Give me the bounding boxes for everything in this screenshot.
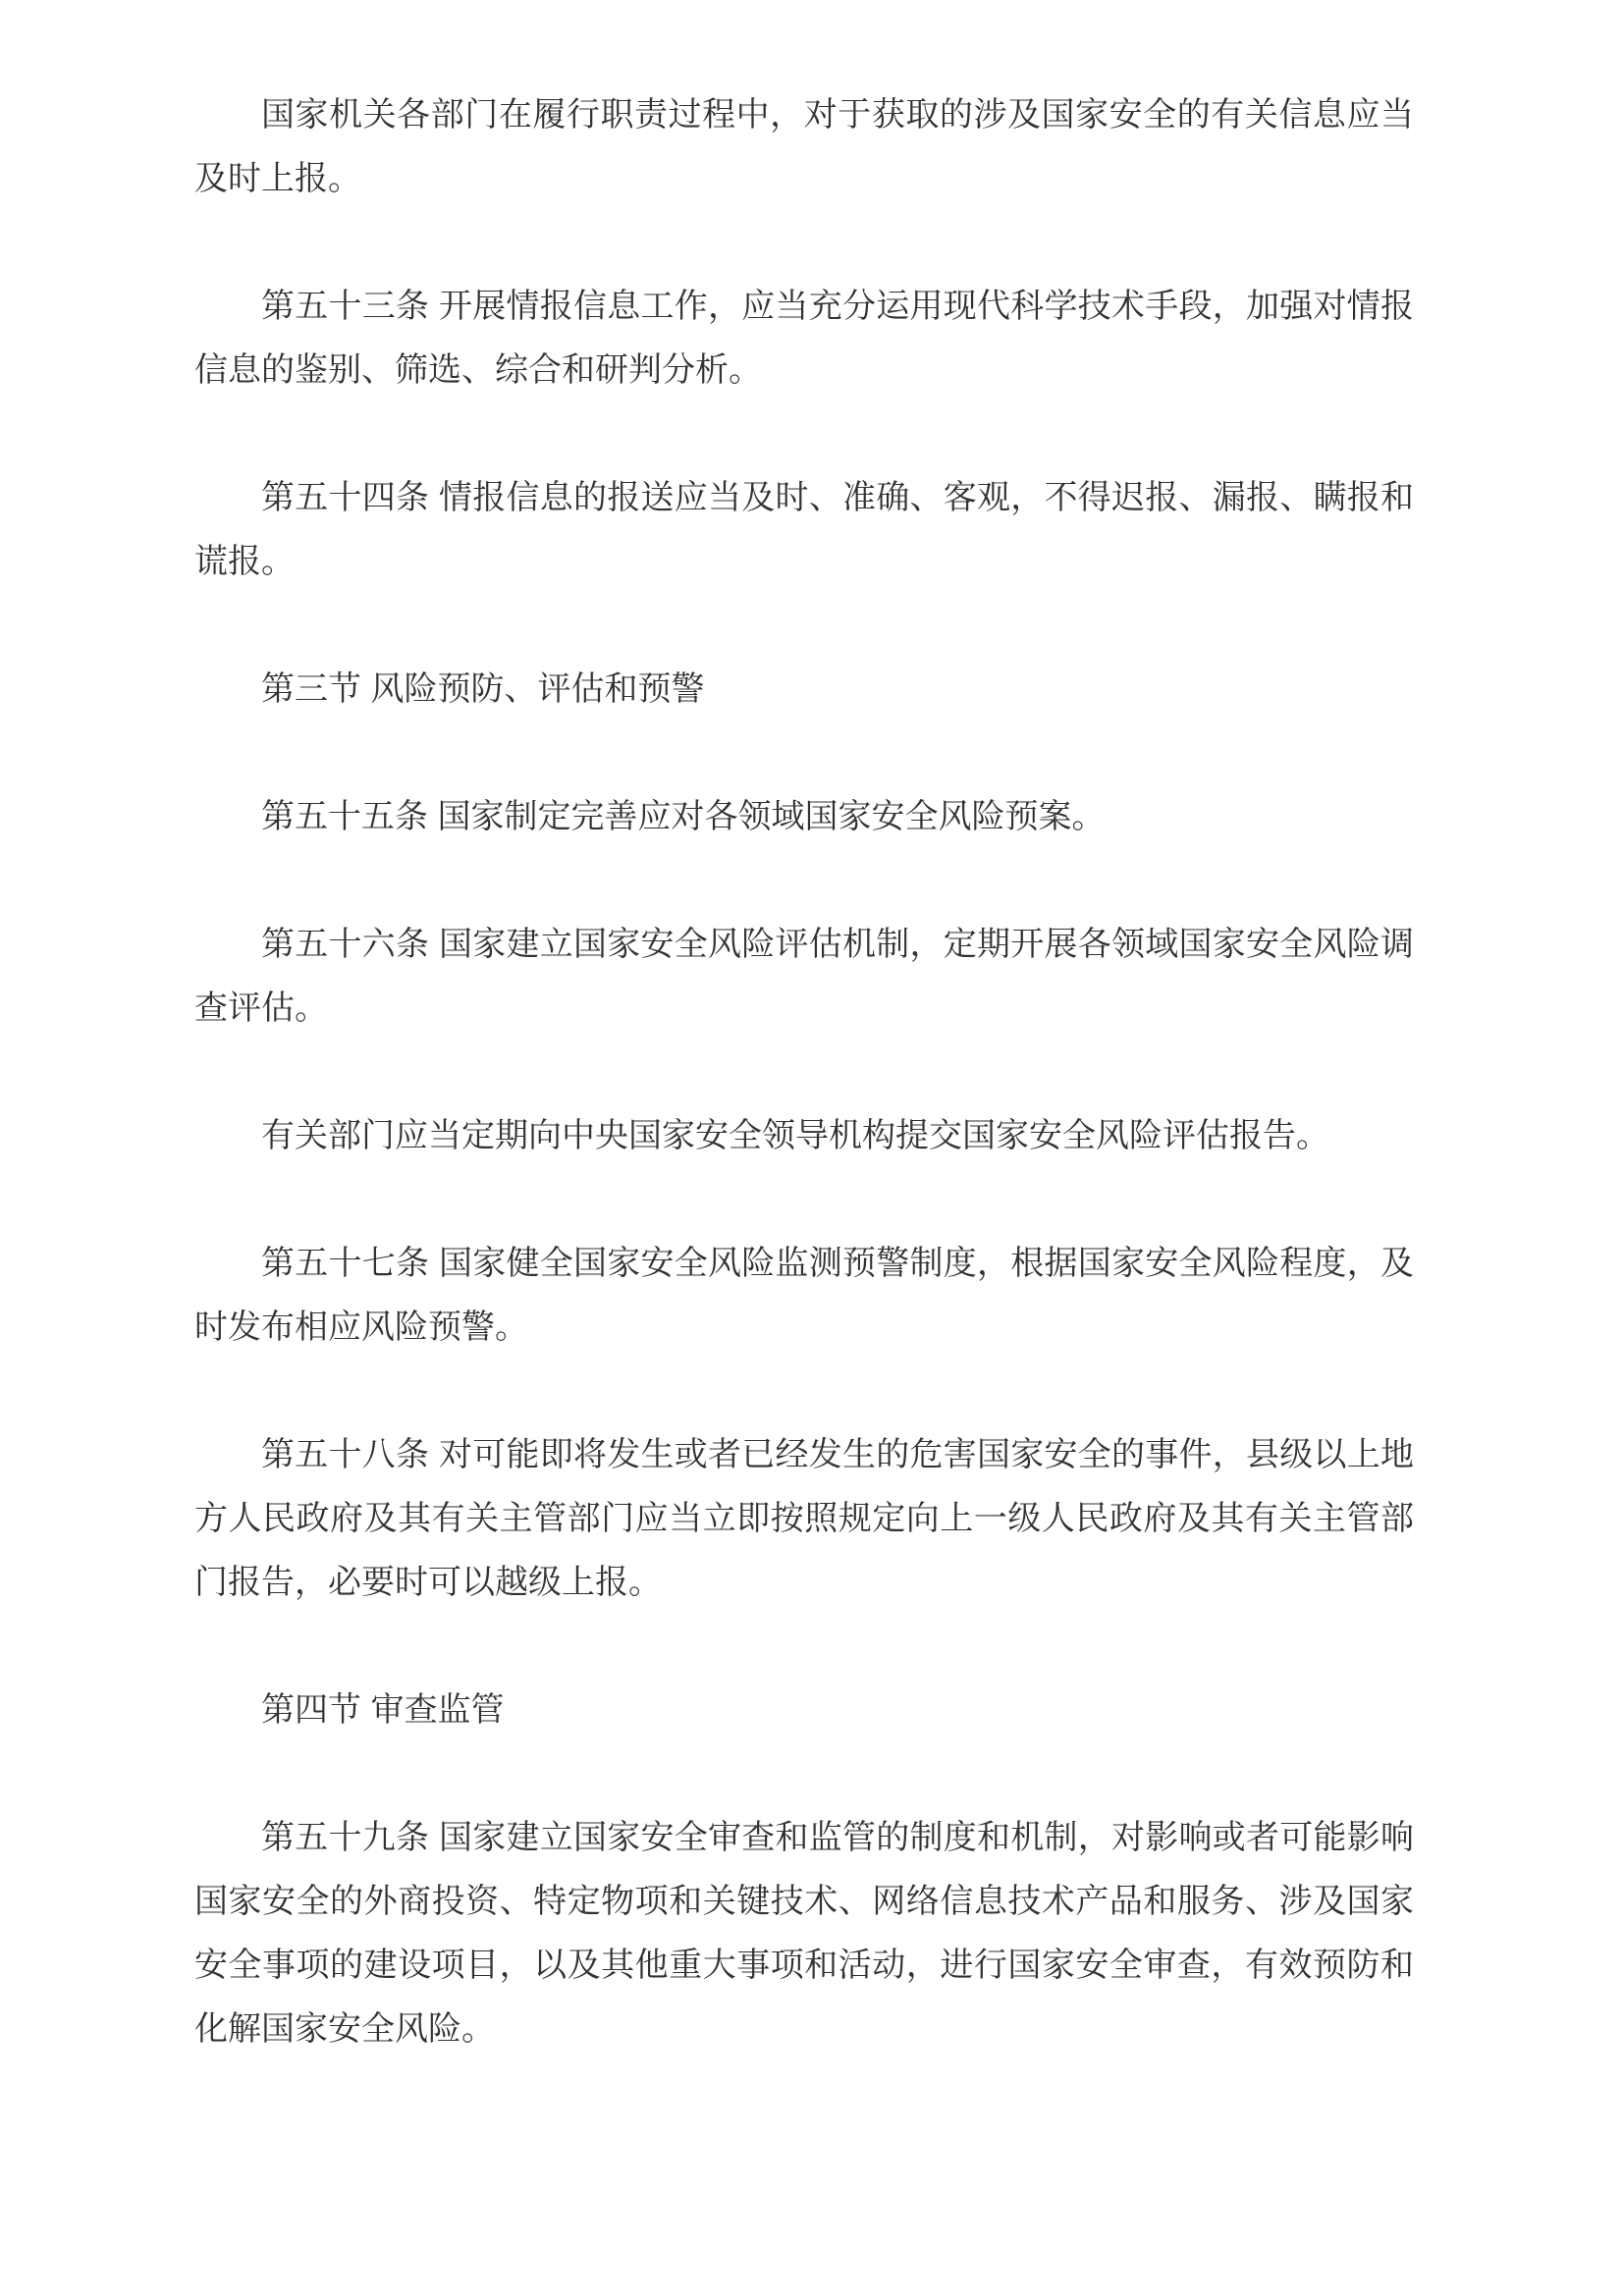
text-line: 方人民政府及其有关主管部门应当立即按照规定向上一级人民政府及其有关主管部 <box>194 1500 1414 1537</box>
text-line: 安全事项的建设项目，以及其他重大事项和活动，进行国家安全审查，有效预防和 <box>194 1947 1414 1984</box>
section-heading <box>194 658 1414 721</box>
text-line: 第五十四条 情报信息的报送应当及时、准确、客观，不得迟报、漏报、瞒报和 <box>261 479 1414 516</box>
text-line: 有关部门应当定期向中央国家安全领导机构提交国家安全风险评估报告。 <box>261 1117 1329 1154</box>
law-paragraph <box>194 1806 1414 2061</box>
text-line: 门报告，必要时可以越级上报。 <box>194 1564 662 1601</box>
text-line: 第五十五条 国家制定完善应对各领域国家安全风险预案。 <box>261 798 1106 835</box>
law-paragraph <box>194 913 1414 1041</box>
text-line: 国家安全的外商投资、特定物项和关键技术、网络信息技术产品和服务、涉及国家 <box>194 1883 1414 1920</box>
law-paragraph <box>194 275 1414 402</box>
text-line: 第五十九条 国家建立国家安全审查和监管的制度和机制，对影响或者可能影响 <box>261 1819 1414 1856</box>
text-line: 查评估。 <box>194 989 328 1027</box>
text-line: 信息的鉴别、筛选、综合和研判分析。 <box>194 351 762 389</box>
text-line: 及时上报。 <box>194 160 361 197</box>
text-line: 第五十八条 对可能即将发生或者已经发生的危害国家安全的事件，县级以上地 <box>261 1436 1414 1473</box>
law-paragraph <box>194 466 1414 594</box>
text-line: 时发布相应风险预警。 <box>194 1308 528 1346</box>
section-heading <box>194 1679 1414 1742</box>
text-line: 第三节 风险预防、评估和预警 <box>261 670 705 708</box>
text-line: 第四节 审查监管 <box>261 1691 505 1729</box>
law-paragraph <box>194 1232 1414 1360</box>
text-line: 化解国家安全风险。 <box>194 2010 495 2048</box>
text-line: 国家机关各部门在履行职责过程中，对于获取的涉及国家安全的有关信息应当 <box>261 96 1414 133</box>
law-paragraph <box>194 785 1414 849</box>
law-paragraph <box>194 1423 1414 1615</box>
law-paragraph <box>194 1104 1414 1168</box>
text-line: 第五十三条 开展情报信息工作，应当充分运用现代科学技术手段，加强对情报 <box>261 288 1414 325</box>
text-line: 第五十七条 国家健全国家安全风险监测预警制度，根据国家安全风险程度，及 <box>261 1245 1414 1282</box>
text-line: 第五十六条 国家建立国家安全风险评估机制，定期开展各领域国家安全风险调 <box>261 926 1414 963</box>
law-paragraph <box>194 83 1414 211</box>
text-line: 谎报。 <box>194 543 295 580</box>
